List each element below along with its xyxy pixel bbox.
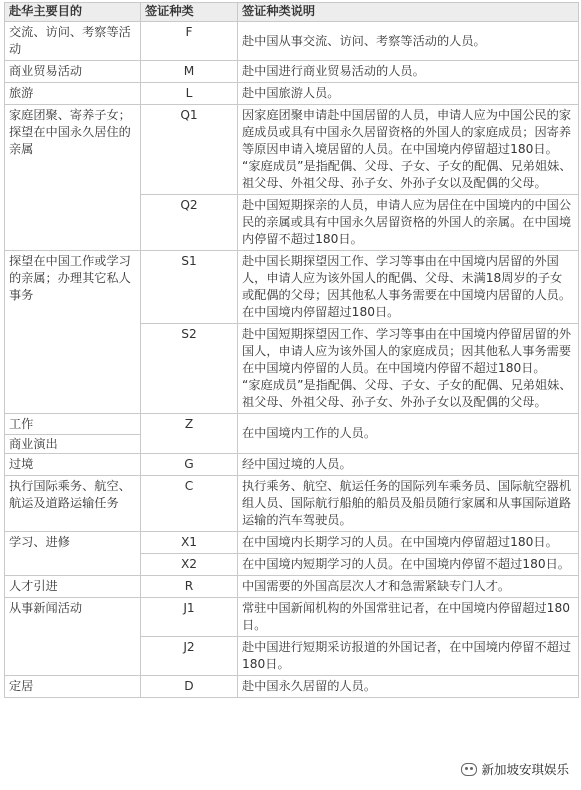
row-c [5,476,579,532]
row-m [5,61,579,83]
visa-code-cell: X1 [141,532,238,554]
visa-description-cell [238,324,579,414]
visa-description-cell: 赴中国进行商业贸易活动的人员。 [238,61,579,83]
purpose-work: 工作 [5,414,140,435]
header-purpose: 赴华主要目的 [5,3,141,22]
visa-code-cell: Z [141,414,238,454]
purpose-cell: 旅游 [5,83,141,105]
row-j1 [5,598,579,637]
visa-description-cell [238,105,579,195]
purpose-cell: 学习、进修 [5,532,141,576]
visa-code-cell: S1 [141,251,238,324]
visa-description-cell: 赴中国进行短期采访报道的外国记者，在中国境内停留不超过180日。 [238,637,579,676]
row-s1 [5,251,579,324]
purpose-cell [5,414,141,454]
visa-code-cell: J1 [141,598,238,637]
visa-description-cell: 赴中国短期探亲的人员，申请人应为居住在中国境内的中国公民的亲属或具有中国永久居留资格的外国人的亲属。在中国境内停留不超过180日。 [238,195,579,251]
visa-code-cell: Q2 [141,195,238,251]
visa-description-text: 因家庭团聚申请赴中国居留的人员，申请人应为中国公民的家庭成员或具有中国永久居留资格的外国人的家庭成员；因寄养等原因申请入境居留的人员。在中国境内停留超过180日。 [242,108,572,156]
visa-code-cell: C [141,476,238,532]
row-f [5,22,579,61]
family-member-note: “家庭成员”是指配偶、父母、子女、子女的配偶、兄弟姐妹、祖父母、外祖父母、孙子女、外孙子女以及配偶的父母。 [242,378,572,409]
purpose-cell: 定居 [5,676,141,698]
visa-description-cell: 赴中国旅游人员。 [238,83,579,105]
visa-code-cell: X2 [141,554,238,576]
purpose-cell: 探望在中国工作或学习的亲属；办理其它私人事务 [5,251,141,414]
visa-description-cell: 赴中国从事交流、访问、考察等活动的人员。 [238,22,579,61]
visa-description-text: 赴中国短期探望因工作、学习等事由在中国境内停留居留的外国人，申请人应为该外国人的家庭成员；因其他私人事务需要在中国境内停留的人员。在中国境内停留不超过180日。 [242,327,572,375]
visa-description-cell: 在中国境内短期学习的人员。在中国境内停留不超过180日。 [238,554,579,576]
visa-code-cell: J2 [141,637,238,676]
visa-description-cell: 执行乘务、航空、航运任务的国际列车乘务员、国际航空器机组人员、国际航行船舶的船员及船员随行家属和从事国际道路运输的汽车驾驶员。 [238,476,579,532]
visa-code-cell: L [141,83,238,105]
table-header-row [5,3,579,22]
family-member-note: “家庭成员”是指配偶、父母、子女、子女的配偶、兄弟姐妹、祖父母、外祖父母、孙子女、外孙子女以及配偶的父母。 [242,159,572,190]
visa-description-cell: 赴中国长期探望因工作、学习等事由在中国境内居留的外国人，申请人应为该外国人的配偶、父母、未满18周岁的子女或配偶的父母；因其他私人事务需要在中国境内居留的人员。在中国境内停留超过180日。 [238,251,579,324]
visa-types-table [4,2,579,698]
purpose-cell: 从事新闻活动 [5,598,141,676]
purpose-cell: 过境 [5,454,141,476]
visa-code-cell: F [141,22,238,61]
watermark [459,760,571,778]
purpose-commercial-performance: 商业演出 [9,437,58,451]
visa-code-cell: R [141,576,238,598]
visa-code-cell: M [141,61,238,83]
purpose-cell: 交流、访问、考察等活动 [5,22,141,61]
purpose-cell: 人才引进 [5,576,141,598]
header-visa-description: 签证种类说明 [238,3,579,22]
header-visa-type: 签证种类 [141,3,238,22]
visa-description-cell: 常驻中国新闻机构的外国常驻记者，在中国境内停留超过180日。 [238,598,579,637]
row-q1 [5,105,579,195]
visa-code-cell: D [141,676,238,698]
purpose-cell: 商业贸易活动 [5,61,141,83]
visa-code-cell: G [141,454,238,476]
purpose-cell: 执行国际乘务、航空、航运及道路运输任务 [5,476,141,532]
visa-code-cell: S2 [141,324,238,414]
visa-description-cell: 在中国境内长期学习的人员。在中国境内停留超过180日。 [238,532,579,554]
purpose-cell: 家庭团聚、寄养子女；探望在中国永久居住的亲属 [5,105,141,251]
row-r [5,576,579,598]
wechat-icon [461,763,477,776]
visa-description-cell: 中国需要的外国高层次人才和急需紧缺专门人才。 [238,576,579,598]
visa-description-cell: 在中国境内工作的人员。 [238,414,579,454]
row-g [5,454,579,476]
visa-description-cell: 赴中国永久居留的人员。 [238,676,579,698]
visa-description-cell: 经中国过境的人员。 [238,454,579,476]
row-z [5,414,579,454]
row-x1 [5,532,579,554]
row-d [5,676,579,698]
visa-code-cell: Q1 [141,105,238,195]
watermark-text: 新加坡安琪娱乐 [481,762,569,777]
row-l [5,83,579,105]
